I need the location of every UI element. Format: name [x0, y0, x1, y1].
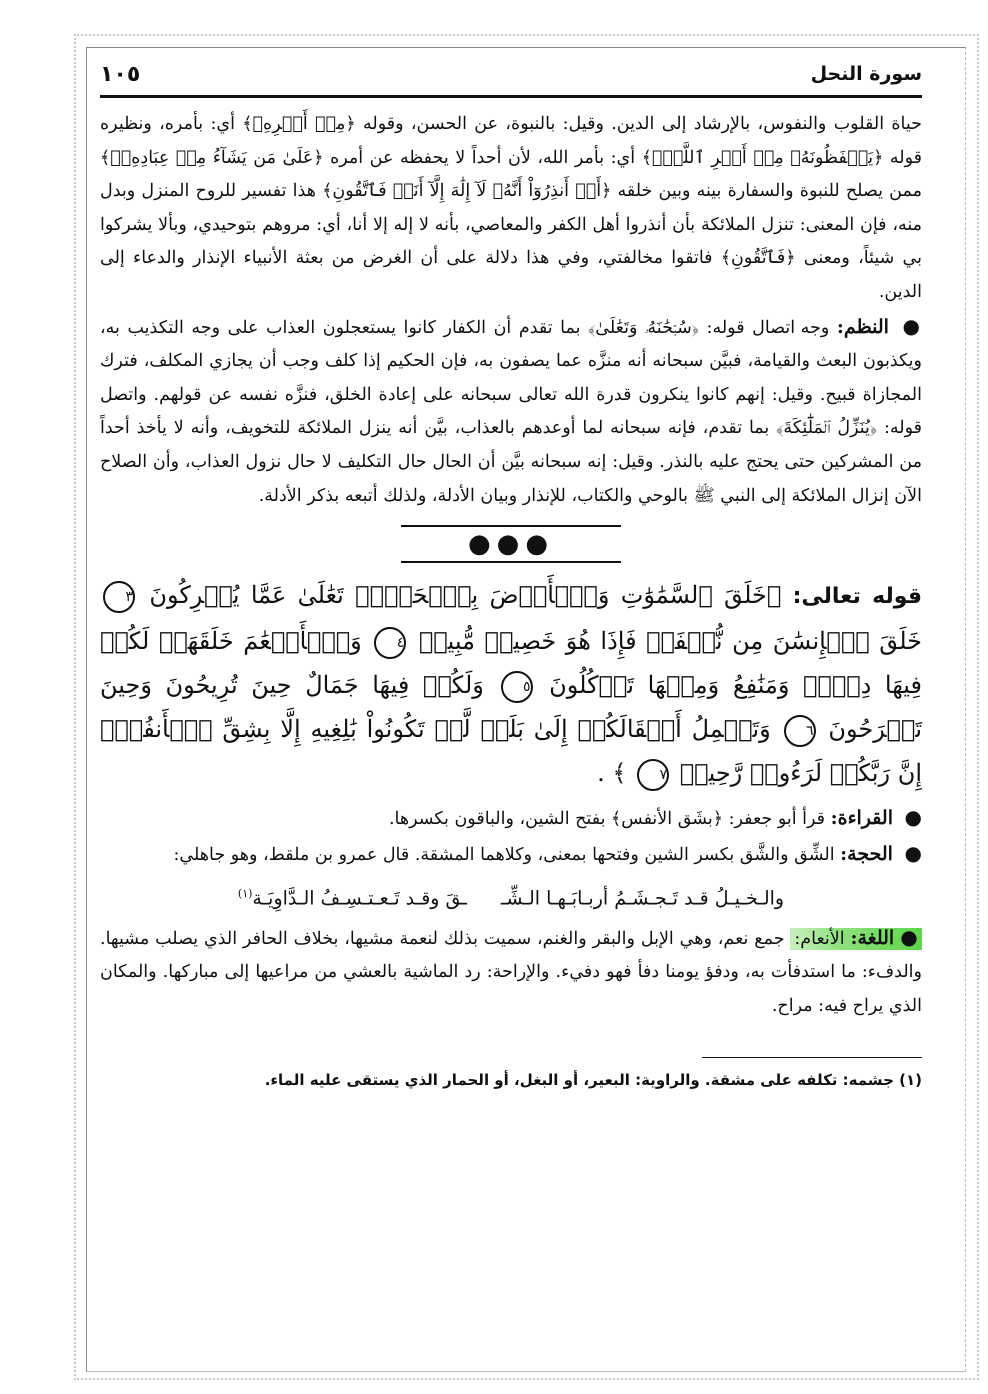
nazm-term: النظم:	[836, 315, 889, 338]
verse-intro: قوله تعالى:	[792, 584, 922, 610]
verse-text-5: وَتَحۡمِلُ أَثۡقَالَكُمۡ إِلَىٰ بَلَدٖ لَّمۡ تَكُونُواْ بَٰلِغِيهِ إِلَّا بِشِقِّ ٱلۡأَنفُسِۚ إِنَّ رَبَّكُمۡ لَرَءُوفٞ رَّحِيمٞ	[100, 715, 922, 788]
footnote-reference[interactable]: (١)	[237, 887, 253, 901]
commentary-paragraph: حياة القلوب والنفوس، بالإرشاد إلى الدين. وقيل: بالنبوة، عن الحسن، وقوله ﴿مِنۡ أَمۡرِهِۦ﴾ أي: بأمره، ونظيره قوله ﴿يَحۡفَظُونَهُۥ مِنۡ أَمۡرِ ٱللَّهِۗ﴾ أي: بأمر الله، لأن أحداً لا يحفظه عن أمره ﴿عَلَىٰ مَن يَشَآءُ مِنۡ عِبَادِهِۦٓ﴾ ممن يصلح للنبوة والسفارة بينه وبين خلقه ﴿أَنۡ أَنذِرُوٓاْ أَنَّهُۥ لَآ إِلَٰهَ إِلَّآ أَنَا۠ فَٱتَّقُونِ﴾ هذا تفسير للروح المنزل وبدل منه، فإن المعنى: تنزل الملائكة بأن أنذروا أهل الكفر والمعاصي، بأنه لا إله إلا أنا، أي: مروهم بتوحيدي، وبألا يشركوا بي شيئاً، ومعنى ﴿فَٱتَّقُونِ﴾ فاتقوا مخالفتي، وفي هذا دلالة على أن الغرض من بعثة الأنبياء الإنذار والدعاء إلى الدين.	[100, 114, 922, 302]
nazm-text: وجه اتصال قوله: ﴿سُبۡحَٰنَهُۥ وَتَعَٰلَىٰ﴾ بما تقدم أن الكفار كانوا يستعجلون العذاب على وجه التكذيب به، ويكذبون البعث والقيامة، فبيَّن سبحانه أنه منزَّه عما يصفون به، فإن الحكيم إذا كلف وجب أن يجازي المكلف، فترك المجازاة قبيح. وقيل: إنهم كانوا ينكرون قدرة الله تعالى سبحانه على إعادة الخلق، فنزَّه نفسه عن قولهم. واتصل قوله: ﴿يُنَزِّلُ ٱلۡمَلَٰٓئِكَةَ﴾ بما تقدم، فإنه سبحانه لما أوعدهم بالعذاب، بيَّن أنه ينزل الملائكة للتخويف، وأنه لا يأخذ أحداً من المشركين حتى يحتج عليه بالنذر. وقيل: إنه سبحانه بيَّن أن الحال حال التكليف لا حال نزول العذاب، وأن الصلاح الآن إنزال الملائكة إلى النبي ﷺ بالوحي والكتاب، للإنذار وبيان الأدلة، ولذلك أتبعه بذكر الأدلة.	[100, 317, 922, 506]
hujja-term: الحجة:	[840, 842, 893, 865]
bullet-icon: ●	[904, 805, 922, 830]
bullet-icon: ●	[900, 924, 918, 949]
page-content	[100, 55, 922, 1094]
footnote-marker: (١)	[899, 1071, 922, 1090]
bullet-icon: ●	[904, 840, 922, 865]
footnote-rule	[702, 1057, 922, 1058]
lugha-highlight-word: الأنعام:	[794, 928, 845, 949]
qiraa-section	[100, 801, 922, 837]
verse-text-1: ﴿خَلَقَ ٱلسَّمَٰوَٰتِ وَٱلۡأَرۡضَ بِٱلۡحَقِّۚ تَعَٰلَىٰ عَمَّا يُشۡرِكُونَ	[149, 581, 782, 610]
page-number: ١٠٥	[100, 61, 141, 87]
lugha-text: جمع نعم، وهي الإبل والبقر والغنم، سميت بذلك لنعمة مشيها، بخلاف الحافر الذي يصلب مشيها. والدفء: ما استدفأت به، ودفؤ يومنا دفأ فهو دفيء. والإراحة: رد الماشية بالعشي من مراعيها إلى مباركها. والمكان الذي يراح فيه: مراح.	[100, 928, 922, 1016]
verse-text-2: خَلَقَ ٱلۡإِنسَٰنَ مِن نُّطۡفَةٖ فَإِذَا هُوَ خَصِيمٞ مُّبِينٞ	[418, 627, 922, 656]
quran-verse-block	[100, 573, 922, 795]
ayah-marker-icon: ٣	[103, 581, 135, 613]
page-header	[100, 55, 922, 93]
qiraa-text: قرأ أبو جعفر: ﴿بشَق الأنفس﴾ بفتح الشين، والباقون بكسرها.	[388, 809, 826, 830]
lugha-section	[100, 921, 922, 1024]
poem-second-hemistich: ـقَ وقـد تَـعـتـسِـفُ الـدَّاوِيَـة	[252, 887, 467, 910]
divider-rule-bottom	[401, 561, 621, 563]
verse-text-4: وَلَكُمۡ فِيهَا جَمَالٌ حِينَ تُرِيحُونَ وَحِينَ تَسۡرَحُونَ	[100, 671, 922, 744]
ayah-marker-icon: ٦	[784, 715, 816, 747]
qiraa-term: القراءة:	[830, 807, 893, 830]
divider-dots: ●●●	[467, 529, 555, 560]
hujja-section	[100, 837, 922, 873]
header-rule	[100, 95, 922, 98]
nazm-section	[100, 310, 922, 514]
bullet-icon: ●	[902, 313, 922, 338]
section-divider	[401, 525, 621, 563]
poem-first-hemistich: والـخـيـلُ قـد تَـجـشَـمُ أربـابَـهـا الـشِّـ	[500, 887, 785, 910]
ayah-marker-icon: ٤	[374, 627, 406, 659]
ayah-marker-icon: ٥	[501, 671, 533, 703]
lugha-term: اللغة:	[850, 926, 895, 949]
highlighted-term	[790, 924, 922, 950]
footnote	[100, 1066, 922, 1094]
hujja-text: الشِّق والشَّق بكسر الشين وفتحها بمعنى، وكلاهما المشقة. قال عمرو بن ملقط، وهو جاهلي:	[173, 844, 835, 865]
verse-close: ﴾ .	[597, 759, 627, 788]
poem-verse	[100, 872, 922, 920]
footnote-text: جشمه: تكلفه على مشقة. والراوية: البعير، أو البغل، أو الحمار الذي يستقى عليه الماء.	[264, 1071, 894, 1090]
verse-text-3: وَٱلۡأَنۡعَٰمَ خَلَقَهَاۖ لَكُمۡ فِيهَا دِفۡءٞ وَمَنَٰفِعُ وَمِنۡهَا تَأۡكُلُونَ	[100, 627, 923, 700]
ayah-marker-icon: ٧	[637, 759, 669, 791]
surah-title: سورة النحل	[810, 63, 922, 85]
